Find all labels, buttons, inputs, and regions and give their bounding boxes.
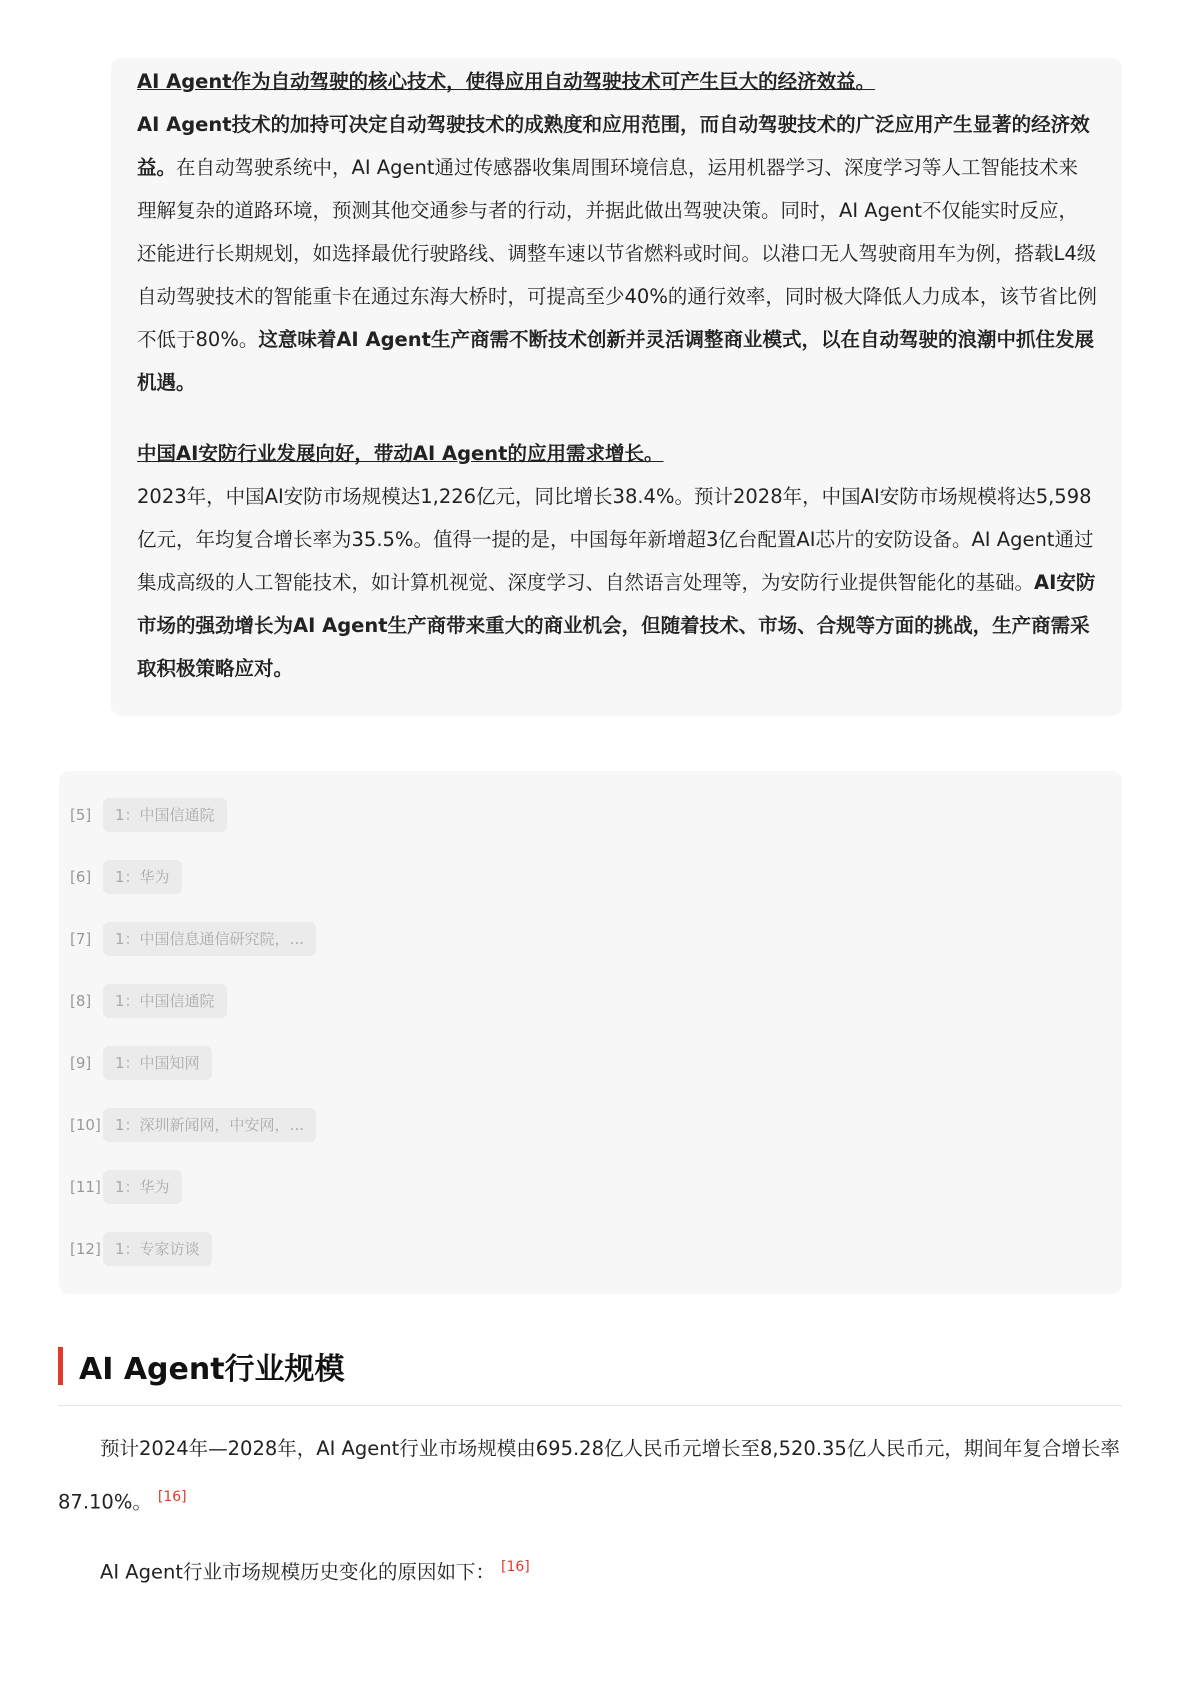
ref-source-tag[interactable]: 1：华为: [103, 1170, 182, 1204]
bold-text: 这意味着AI Agent生产商需不断技术创新并灵活调整商业模式，以在自动驾驶的浪潮中抓住发展机遇。: [137, 328, 1094, 394]
reference-item[interactable]: [70, 1108, 316, 1142]
reference-item[interactable]: [70, 798, 227, 832]
ref-source-tag[interactable]: 1：中国信息通信研究院，...: [103, 922, 316, 956]
citation-link[interactable]: [16]: [501, 1559, 530, 1575]
body-text: AI Agent行业市场规模历史变化的原因如下：: [100, 1560, 496, 1584]
bold-text: AI安防市场的强劲增长为AI Agent生产商带来重大的商业机会，但随着技术、市场、合规等方面的挑战，生产商需采取积极策略应对。: [137, 571, 1096, 680]
reference-item[interactable]: [70, 860, 182, 894]
reference-item[interactable]: [70, 1170, 182, 1204]
ref-source-tag[interactable]: 1：专家访谈: [103, 1232, 212, 1266]
reference-item[interactable]: [70, 1232, 212, 1266]
ref-number: [8]: [70, 992, 92, 1010]
reference-item[interactable]: [70, 984, 227, 1018]
ref-source-tag[interactable]: 1：深圳新闻网，中安网，...: [103, 1108, 316, 1142]
body-text: 预计2024年—2028年，AI Agent行业市场规模由695.28亿人民币元增长至8,520.35亿人民币元，期间年复合增长率87.10%。: [58, 1437, 1120, 1514]
ref-number: [6]: [70, 868, 92, 886]
ref-source-tag[interactable]: 1：中国信通院: [103, 798, 227, 832]
section-heading: 中国AI安防行业发展向好，带动AI Agent的应用需求增长。: [137, 442, 664, 465]
section-title-text: AI Agent行业规模: [79, 1352, 345, 1387]
ref-number: [5]: [70, 806, 92, 824]
body-text: 在自动驾驶系统中，AI Agent通过传感器收集周围环境信息，运用机器学习、深度学习等人工智能技术来理解复杂的道路环境，预测其他交通参与者的行动，并据此做出驾驶决策。同时，AI Agent不仅能实时反应，还能进行长期规划，如选择最优行驶路线、调整车速以节省燃料或时间。以港口无人驾驶商用车为例，搭载L4级自动驾驶技术的智能重卡在通过东海大桥时，可提高至少40%的通行效率，同时极大降低人力成本，该节省比例不低于80%。: [137, 156, 1097, 351]
ref-number: [9]: [70, 1054, 92, 1072]
paragraph: [137, 103, 1097, 404]
ref-number: [7]: [70, 930, 92, 948]
ref-source-tag[interactable]: 1：中国知网: [103, 1046, 212, 1080]
ref-number: [10]: [70, 1116, 101, 1134]
ref-number: [12]: [70, 1240, 101, 1258]
bold-text: AI Agent技术的加持可决定自动驾驶技术的成熟度和应用范围，而自动驾驶技术的广泛应用产生显著的经济效益。: [137, 113, 1090, 179]
ref-number: [11]: [70, 1178, 101, 1196]
body-text: 2023年，中国AI安防市场规模达1,226亿元，同比增长38.4%。预计2028年，中国AI安防市场规模将达5,598亿元，年均复合增长率为35.5%。值得一提的是，中国每年新增超3亿台配置AI芯片的安防设备。AI Agent通过集成高级的人工智能技术，如计算机视觉、深度学习、自然语言处理等，为安防行业提供智能化的基础。: [137, 485, 1094, 594]
ref-source-tag[interactable]: 1：中国信通院: [103, 984, 227, 1018]
citation-link[interactable]: [16]: [157, 1489, 187, 1505]
reference-item[interactable]: [70, 922, 316, 956]
reference-item[interactable]: [70, 1046, 212, 1080]
paragraph: [58, 1424, 1122, 1527]
divider: [58, 1405, 1122, 1406]
section-title: [58, 1346, 345, 1386]
section-heading: AI Agent作为自动驾驶的核心技术，使得应用自动驾驶技术可产生巨大的经济效益。: [137, 70, 876, 93]
accent-bar: [58, 1347, 63, 1385]
paragraph: [137, 475, 1097, 690]
references-box: [59, 771, 1122, 1294]
highlight-box: [111, 58, 1122, 716]
paragraph: [58, 1543, 1122, 1597]
ref-source-tag[interactable]: 1：华为: [103, 860, 182, 894]
